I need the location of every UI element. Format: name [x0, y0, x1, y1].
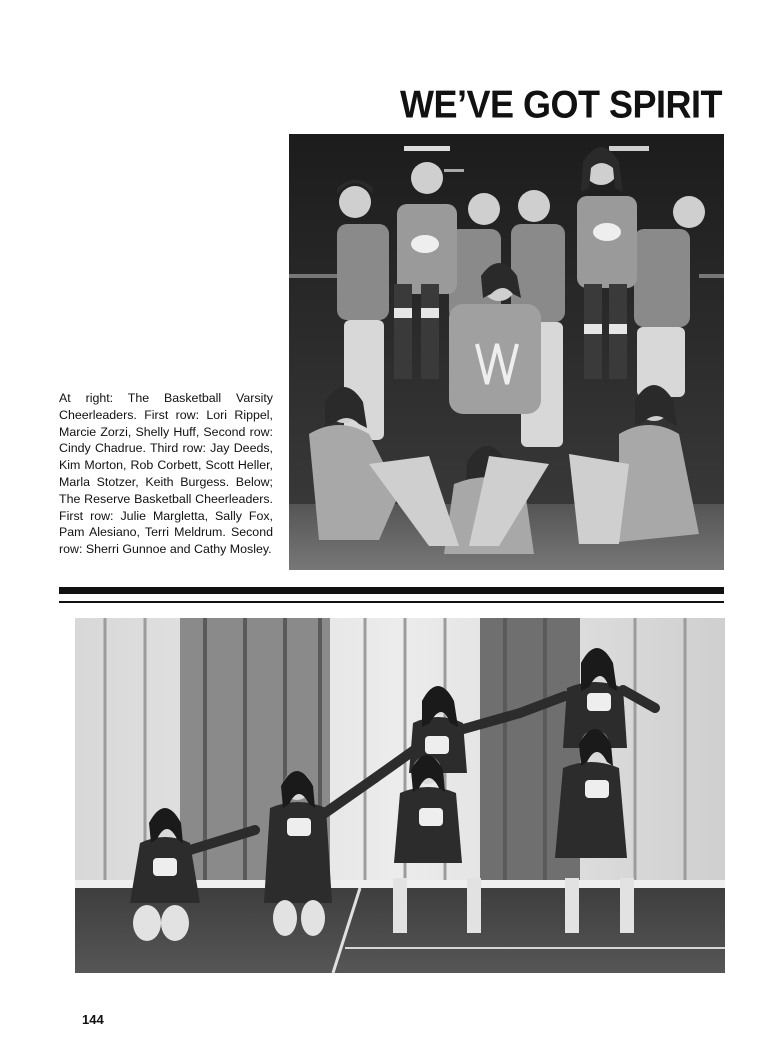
- photo-caption: At right: The Basketball Varsity Cheerleaders. First row: Lori Rippel, Marcie Zorzi, Shelly Huff, Second row: Cindy Chadrue. Third row: Jay Deeds, Kim Morton, Rob Corbett, Scott Heller, Marla Stotzer, Keith Burgess. Below; The Reserve Basketball Cheerleaders. First row: Julie Margletta, Sally Fox, Pam Alesiano, Terri Meldrum. Second row: Sherri Gunnoe and Cathy Mosley.: [59, 391, 273, 557]
- reserve-cheerleaders-photo: [75, 618, 725, 973]
- page-headline: WE’VE GOT SPIRIT: [399, 82, 722, 127]
- divider-rule-thick: [59, 587, 724, 594]
- divider-rule-thin: [59, 601, 724, 603]
- page-number: 144: [82, 1012, 104, 1027]
- varsity-cheerleaders-photo: [289, 134, 724, 570]
